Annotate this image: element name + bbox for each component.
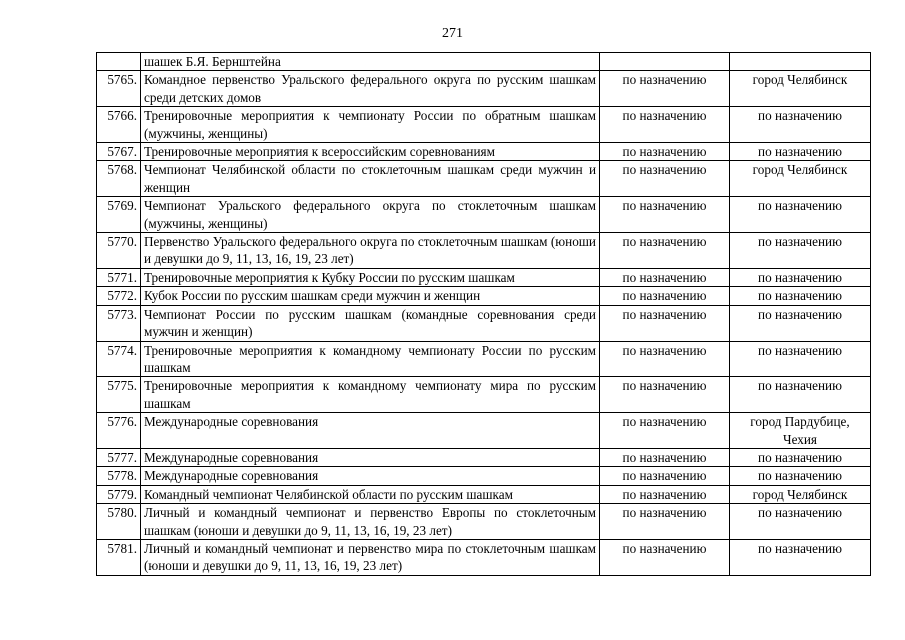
row-number: 5765.	[97, 71, 141, 107]
event-name: Кубок России по русским шашкам среди мужчин и женщин	[141, 287, 600, 305]
event-date: по назначению	[600, 268, 730, 286]
event-place: по назначению	[730, 107, 871, 143]
row-number: 5768.	[97, 161, 141, 197]
table-row	[97, 233, 871, 269]
event-place: по назначению	[730, 268, 871, 286]
event-date: по назначению	[600, 539, 730, 575]
event-name: Личный и командный чемпионат и первенство мира по стоклеточным шашкам (юноши и девушки до 9, 11, 13, 16, 19, 23 лет)	[141, 539, 600, 575]
event-place: по назначению	[730, 448, 871, 466]
event-date: по назначению	[600, 467, 730, 485]
event-place: по назначению	[730, 233, 871, 269]
event-place: по назначению	[730, 341, 871, 377]
event-name: Чемпионат Уральского федерального округа по стоклеточным шашкам (мужчины, женщины)	[141, 197, 600, 233]
row-number: 5770.	[97, 233, 141, 269]
table-row	[97, 71, 871, 107]
event-place: по назначению	[730, 197, 871, 233]
event-date	[600, 53, 730, 71]
event-place: по назначению	[730, 504, 871, 540]
event-place: город Челябинск	[730, 161, 871, 197]
table-row	[97, 539, 871, 575]
event-place: по назначению	[730, 467, 871, 485]
table-row	[97, 413, 871, 449]
table-row	[97, 107, 871, 143]
event-name: Тренировочные мероприятия к Кубку России по русским шашкам	[141, 268, 600, 286]
table-row	[97, 504, 871, 540]
event-date: по назначению	[600, 485, 730, 503]
row-number: 5767.	[97, 143, 141, 161]
event-date: по назначению	[600, 161, 730, 197]
event-name: Командное первенство Уральского федерального округа по русским шашкам среди детских домов	[141, 71, 600, 107]
page-number: 271	[442, 26, 463, 41]
event-place: город Челябинск	[730, 71, 871, 107]
row-number: 5773.	[97, 305, 141, 341]
events-table	[96, 52, 871, 576]
event-name: шашек Б.Я. Бернштейна	[141, 53, 600, 71]
table-row	[97, 467, 871, 485]
row-number: 5775.	[97, 377, 141, 413]
event-date: по назначению	[600, 504, 730, 540]
event-name: Международные соревнования	[141, 448, 600, 466]
event-date: по назначению	[600, 305, 730, 341]
event-place: город Челябинск	[730, 485, 871, 503]
event-date: по назначению	[600, 143, 730, 161]
event-place: по назначению	[730, 377, 871, 413]
row-number: 5771.	[97, 268, 141, 286]
event-date: по назначению	[600, 197, 730, 233]
event-place: по назначению	[730, 287, 871, 305]
row-number: 5772.	[97, 287, 141, 305]
event-name: Первенство Уральского федерального округа по стоклеточным шашкам (юноши и девушки до 9, 11, 13, 16, 19, 23 лет)	[141, 233, 600, 269]
table-row	[97, 341, 871, 377]
row-number: 5774.	[97, 341, 141, 377]
row-number: 5780.	[97, 504, 141, 540]
row-number: 5778.	[97, 467, 141, 485]
event-date: по назначению	[600, 71, 730, 107]
event-date: по назначению	[600, 448, 730, 466]
table-row	[97, 485, 871, 503]
table-row	[97, 53, 871, 71]
event-name: Чемпионат Челябинской области по стоклеточным шашкам среди мужчин и женщин	[141, 161, 600, 197]
row-number: 5781.	[97, 539, 141, 575]
event-date: по назначению	[600, 377, 730, 413]
table-row	[97, 377, 871, 413]
row-number: 5766.	[97, 107, 141, 143]
row-number: 5779.	[97, 485, 141, 503]
event-name: Личный и командный чемпионат и первенство Европы по стоклеточным шашкам (юноши и девушки до 9, 11, 13, 16, 19, 23 лет)	[141, 504, 600, 540]
event-name: Международные соревнования	[141, 413, 600, 449]
event-place: по назначению	[730, 539, 871, 575]
table-row	[97, 305, 871, 341]
row-number: 5769.	[97, 197, 141, 233]
table-row	[97, 161, 871, 197]
event-name: Международные соревнования	[141, 467, 600, 485]
event-place: город Пардубице, Чехия	[730, 413, 871, 449]
event-date: по назначению	[600, 233, 730, 269]
table-row	[97, 287, 871, 305]
row-number: 5776.	[97, 413, 141, 449]
event-name: Чемпионат России по русским шашкам (командные соревнования среди мужчин и женщин)	[141, 305, 600, 341]
event-date: по назначению	[600, 287, 730, 305]
table-row	[97, 268, 871, 286]
event-date: по назначению	[600, 413, 730, 449]
event-name: Тренировочные мероприятия к всероссийским соревнованиям	[141, 143, 600, 161]
table-row	[97, 143, 871, 161]
table-row	[97, 197, 871, 233]
row-number: 5777.	[97, 448, 141, 466]
event-name: Командный чемпионат Челябинской области по русским шашкам	[141, 485, 600, 503]
event-date: по назначению	[600, 107, 730, 143]
event-name: Тренировочные мероприятия к командному чемпионату России по русским шашкам	[141, 341, 600, 377]
event-name: Тренировочные мероприятия к командному чемпионату мира по русским шашкам	[141, 377, 600, 413]
event-place: по назначению	[730, 305, 871, 341]
event-date: по назначению	[600, 341, 730, 377]
row-number	[97, 53, 141, 71]
event-place	[730, 53, 871, 71]
events-table-body	[97, 53, 871, 576]
table-row	[97, 448, 871, 466]
event-place: по назначению	[730, 143, 871, 161]
event-name: Тренировочные мероприятия к чемпионату России по обратным шашкам (мужчины, женщины)	[141, 107, 600, 143]
